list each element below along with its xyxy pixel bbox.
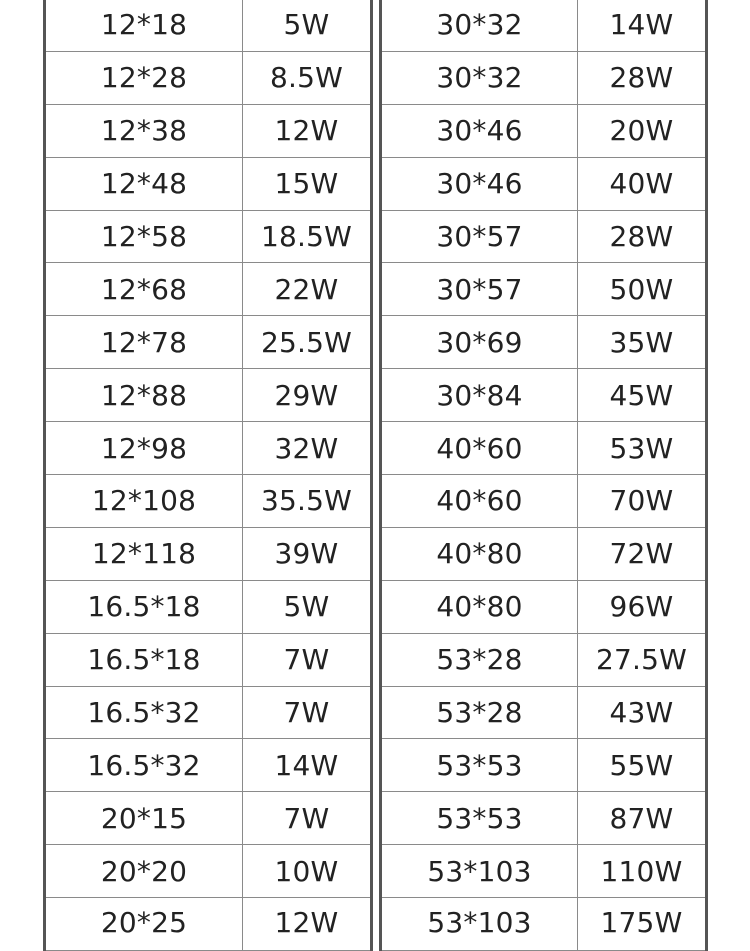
size-cell: 20*15: [46, 792, 243, 844]
table-row: [46, 739, 370, 792]
table-row: [46, 475, 370, 528]
power-cell: 20W: [609, 114, 674, 148]
power-cell: 39W: [274, 537, 339, 571]
table-row: [46, 0, 370, 52]
size-cell: 30*57: [382, 263, 578, 315]
power-cell: 14W: [609, 8, 674, 42]
size-cell: 30*46: [382, 105, 578, 157]
table-row: [46, 105, 370, 158]
size-cell: 12*48: [46, 158, 243, 210]
size-cell: 16.5*32: [46, 739, 243, 791]
power-cell: 18.5W: [260, 220, 353, 253]
power-cell: 87W: [609, 801, 674, 835]
table-row: [382, 581, 705, 634]
table-row: [382, 898, 705, 951]
size-cell: 40*80: [382, 581, 578, 633]
table-row: [382, 739, 705, 792]
table-row: [382, 211, 705, 264]
power-cell: 22W: [274, 272, 339, 306]
size-cell: 12*68: [46, 263, 243, 315]
table-row: [382, 475, 705, 528]
power-cell: 28W: [609, 220, 674, 253]
table-row: [46, 158, 370, 211]
table-row: [46, 792, 370, 845]
table-row: [382, 422, 705, 475]
size-cell: 16.5*32: [46, 687, 243, 739]
size-cell: 30*84: [382, 369, 578, 421]
power-cell: 8.5W: [269, 61, 343, 95]
power-cell: 96W: [609, 590, 674, 624]
size-cell: 53*103: [382, 898, 578, 950]
size-cell: 12*88: [46, 369, 243, 421]
size-cell: 20*20: [46, 845, 243, 897]
power-cell: 110W: [600, 854, 683, 888]
power-cell: 14W: [274, 748, 339, 782]
size-cell: 12*18: [46, 0, 243, 51]
power-cell: 29W: [274, 378, 339, 412]
size-cell: 40*60: [382, 475, 578, 527]
size-cell: 12*98: [46, 422, 243, 474]
size-cell: 40*60: [382, 422, 578, 474]
power-cell: 27.5W: [595, 643, 688, 677]
size-cell: 40*80: [382, 528, 578, 580]
size-cell: 30*32: [382, 52, 578, 104]
table-row: [382, 263, 705, 316]
left-table: [43, 0, 373, 951]
table-row: [46, 634, 370, 687]
power-cell: 32W: [274, 431, 339, 465]
power-cell: 43W: [609, 696, 674, 730]
power-cell: 45W: [609, 378, 674, 412]
table-row: [46, 898, 370, 951]
table-row: [382, 0, 705, 52]
table-row: [382, 158, 705, 211]
table-row: [382, 845, 705, 898]
size-cell: 12*38: [46, 105, 243, 157]
table-row: [382, 634, 705, 687]
power-cell: 35W: [609, 325, 674, 359]
size-cell: 12*28: [46, 52, 243, 104]
right-table: [379, 0, 708, 951]
power-cell: 25.5W: [260, 325, 353, 359]
power-cell: 7W: [283, 801, 330, 835]
size-cell: 53*53: [382, 792, 578, 844]
power-cell: 10W: [274, 854, 339, 888]
size-cell: 53*28: [382, 687, 578, 739]
table-row: [382, 52, 705, 105]
power-cell: 5W: [283, 8, 330, 42]
size-cell: 16.5*18: [46, 634, 243, 686]
power-cell: 72W: [609, 537, 674, 571]
size-cell: 12*58: [46, 211, 243, 263]
power-cell: 40W: [609, 167, 674, 201]
power-cell: 12W: [274, 906, 339, 940]
power-cell: 7W: [283, 643, 330, 677]
table-row: [382, 528, 705, 581]
power-cell: 50W: [609, 272, 674, 306]
power-cell: 55W: [609, 748, 674, 782]
table-row: [46, 369, 370, 422]
power-cell: 70W: [609, 484, 674, 518]
size-cell: 30*46: [382, 158, 578, 210]
power-cell: 12W: [274, 114, 339, 148]
power-cell: 5W: [283, 590, 330, 624]
size-cell: 30*57: [382, 211, 578, 263]
power-cell: 53W: [609, 431, 674, 465]
size-cell: 12*78: [46, 316, 243, 368]
table-row: [46, 581, 370, 634]
power-cell: 28W: [609, 61, 674, 95]
size-cell: 53*103: [382, 845, 578, 897]
power-cell: 175W: [600, 906, 683, 940]
table-row: [46, 687, 370, 740]
size-cell: 20*25: [46, 898, 243, 950]
size-cell: 30*32: [382, 0, 578, 51]
size-cell: 30*69: [382, 316, 578, 368]
table-row: [46, 211, 370, 264]
power-cell: 15W: [274, 167, 339, 201]
power-cell: 35.5W: [260, 484, 353, 518]
table-row: [46, 316, 370, 369]
size-cell: 53*28: [382, 634, 578, 686]
table-row: [46, 263, 370, 316]
table-row: [46, 422, 370, 475]
size-cell: 53*53: [382, 739, 578, 791]
table-row: [382, 105, 705, 158]
table-row: [382, 792, 705, 845]
table-row: [382, 316, 705, 369]
table-row: [382, 687, 705, 740]
power-cell: 7W: [283, 696, 330, 730]
size-cell: 12*118: [46, 528, 243, 580]
size-cell: 12*108: [46, 475, 243, 527]
size-cell: 16.5*18: [46, 581, 243, 633]
table-row: [46, 528, 370, 581]
table-row: [382, 369, 705, 422]
table-row: [46, 845, 370, 898]
table-row: [46, 52, 370, 105]
